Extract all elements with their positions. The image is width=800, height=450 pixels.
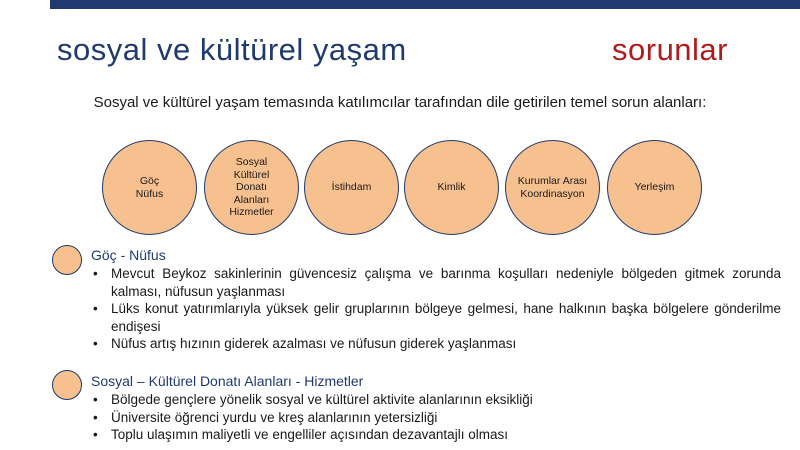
section-marker: [52, 370, 82, 400]
topic-circle-kurumlar-arasi: [505, 140, 600, 235]
topic-label: Kurumlar Arası Koordinasyon: [517, 175, 588, 200]
page-title: sosyal ve kültürel yaşam: [57, 32, 407, 67]
list-item: • Toplu ulaşımın maliyetli ve engelliler açısından dezavantajlı olması: [91, 426, 781, 444]
topic-label: Sosyal Kültürel Donatı Alanları Hizmetler: [229, 156, 274, 219]
list-item: • Nüfus artış hızının giderek azalması ve nüfusun giderek yaşlanması: [91, 335, 781, 353]
list-item: • Bölgede gençlere yönelik sosyal ve kültürel aktivite alanlarının eksikliği: [91, 391, 781, 409]
topic-circle-goc-nufus: [102, 140, 197, 235]
section-marker: [52, 245, 82, 275]
topic-label: Göç Nüfus: [135, 175, 164, 200]
list-item: • Mevcut Beykoz sakinlerinin güvencesiz çalışma ve barınma koşulları nedeniyle bölgeden gitmek zorunda kalması, nüfusun yaşlanması: [91, 265, 781, 300]
list-item: • Lüks konut yatırımlarıyla yüksek gelir gruplarının bölgeye gelmesi, hane halkının başka bölgelere gönderilme endişesi: [91, 300, 781, 335]
section-title: Göç - Nüfus: [91, 247, 166, 263]
topic-label: Yerleşim: [634, 181, 675, 194]
topic-circle-istihdam: [304, 140, 399, 235]
topic-label: İstihdam: [331, 181, 372, 194]
section-title: Sosyal – Kültürel Donatı Alanları - Hizmetler: [91, 373, 364, 389]
bullet-list: [91, 391, 781, 444]
top-accent-bar: [50, 0, 800, 9]
intro-text: Sosyal ve kültürel yaşam temasında katılımcılar tarafından dile getirilen temel sorun alanları:: [93, 94, 707, 111]
topic-circle-sosyal-kulturel: [204, 140, 299, 235]
section-tag: sorunlar: [612, 32, 728, 67]
topic-label: Kimlik: [437, 181, 466, 194]
topic-circle-kimlik: [404, 140, 499, 235]
bullet-list: [91, 265, 781, 353]
list-item: • Üniversite öğrenci yurdu ve kreş alanlarının yetersizliği: [91, 409, 781, 427]
topic-circle-yerlesim: [607, 140, 702, 235]
